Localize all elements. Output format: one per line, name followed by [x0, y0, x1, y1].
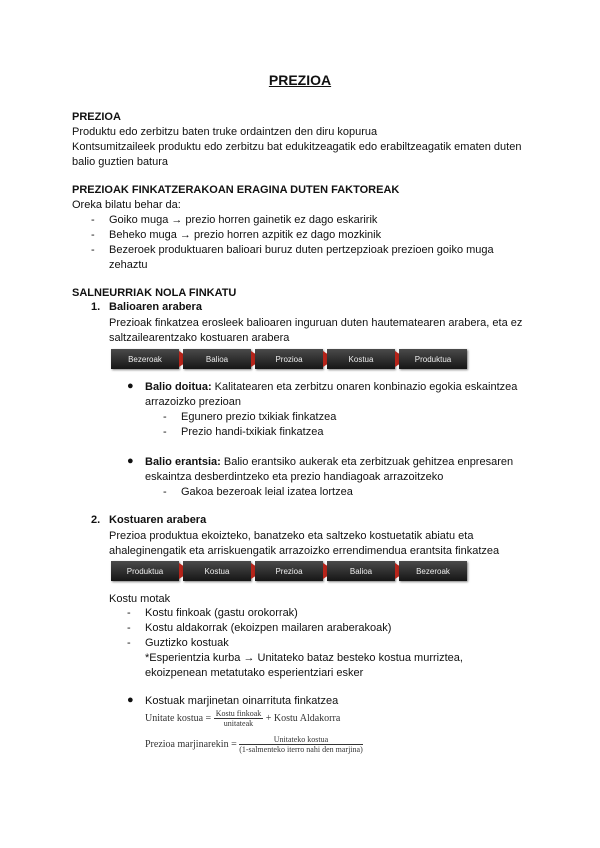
formula-unitate-kostua — [145, 709, 340, 728]
bullet-text: Kostuak marjinetan oinarrituta finkatzea — [145, 695, 339, 707]
numbered-item-title: Kostuaren arabera — [109, 514, 207, 526]
bullet-icon: ● — [127, 380, 134, 392]
bullet-continuation: arrazoizko prezioan — [145, 396, 241, 408]
bullet-text: Balio erantsiko aukerak eta zerbitzuak gehitzea enpresaren — [223, 456, 514, 468]
paragraph-line: Prezioa produktua ekoizteko, banatzeko eta saltzeko kostuetatik abiatu eta — [109, 530, 474, 542]
bullet-continuation: eskaintza desberdintzeko eta prezio handiagoak arrazoitzeko — [145, 471, 444, 483]
flow-step: Produktua — [399, 349, 467, 369]
numbered-item-number: 2. — [91, 514, 101, 526]
formula-right: + Kostu Aldakorra — [265, 712, 341, 724]
flow-step: Bezeroak — [399, 561, 467, 581]
numbered-item-title: Balioaren arabera — [109, 301, 202, 313]
flow-step: Balioa — [327, 561, 395, 581]
formula-numerator: Kostu finkoak — [215, 709, 262, 718]
flow-step: Produktua — [111, 561, 179, 581]
numbered-item-number: 1. — [91, 301, 101, 313]
formula-numerator: Unitateko kostua — [239, 735, 363, 745]
definition-line: balio guztien batura — [72, 156, 169, 168]
paragraph-line: saltzailearentzako kostuaren arabera — [109, 332, 290, 344]
formula-fraction — [239, 735, 363, 754]
flow-step: Balioa — [183, 349, 251, 369]
flow-step: Bezeroak — [111, 349, 179, 369]
flow-step: Kostua — [327, 349, 395, 369]
kostu-motak-label: Kostu motak — [109, 593, 171, 605]
bullet-icon: ● — [127, 694, 134, 706]
bullet-label: Balio erantsia: — [145, 456, 221, 468]
bullet-line — [145, 455, 513, 470]
page-title: PREZIOA — [268, 72, 332, 88]
definition-line: Kontsumitzaileek produktu edo zerbitzu bat edukitzeagatik edo erabiltzeagatik ematen duten — [72, 141, 522, 153]
flow-step: Kostua — [183, 561, 251, 581]
formula-left: Prezioa marjinarekin = — [145, 738, 237, 750]
bullet-line — [145, 380, 517, 395]
esperientzia-kurba-line: ekoizpenean metatutako esperientziari esker — [145, 667, 364, 679]
paragraph-line: Prezioak finkatzea erosleek balioaren inguruan duten hautematearen arabera, eta ez — [109, 317, 523, 329]
section-heading-finkatu: SALNEURRIAK NOLA FINKATU — [72, 287, 237, 299]
definition-line: Produktu edo zerbitzu baten truke ordaintzen den diru kopurua — [72, 126, 378, 138]
formula-left: Unitate kostua = — [145, 712, 212, 724]
formula-denominator: unitateak — [223, 719, 254, 728]
esperientzia-kurba-line: *Esperientzia kurba → Unitateko bataz besteko kostua murriztea, — [145, 652, 463, 664]
flow-step: Prozioa — [255, 349, 323, 369]
section-intro: Oreka bilatu behar da: — [72, 199, 181, 211]
flow-diagram-balioa — [111, 349, 471, 369]
section-heading-prezioa: PREZIOA — [72, 111, 121, 123]
flow-diagram-kostua — [111, 561, 471, 581]
bullet-label: Balio doitua: — [145, 381, 212, 393]
list-item-continuation: zehaztu — [109, 259, 148, 271]
flow-step: Prezioa — [255, 561, 323, 581]
paragraph-line: ahaleginengatik eta arriskuengatik arrazoizko errendimendua erantsita finkatzea — [109, 545, 500, 557]
bullet-icon: ● — [127, 455, 134, 467]
bullet-text: Kalitatearen eta zerbitzu onaren konbinazio egokia eskaintzea — [214, 381, 518, 393]
formula-denominator: (1-salmenteko iterro nahi den marjina) — [239, 745, 363, 754]
formula-prezioa-marjina — [145, 735, 363, 754]
section-heading-faktoreak: PREZIOAK FINKATZERAKOAN ERAGINA DUTEN FAKTOREAK — [72, 184, 400, 196]
formula-fraction — [214, 709, 264, 728]
